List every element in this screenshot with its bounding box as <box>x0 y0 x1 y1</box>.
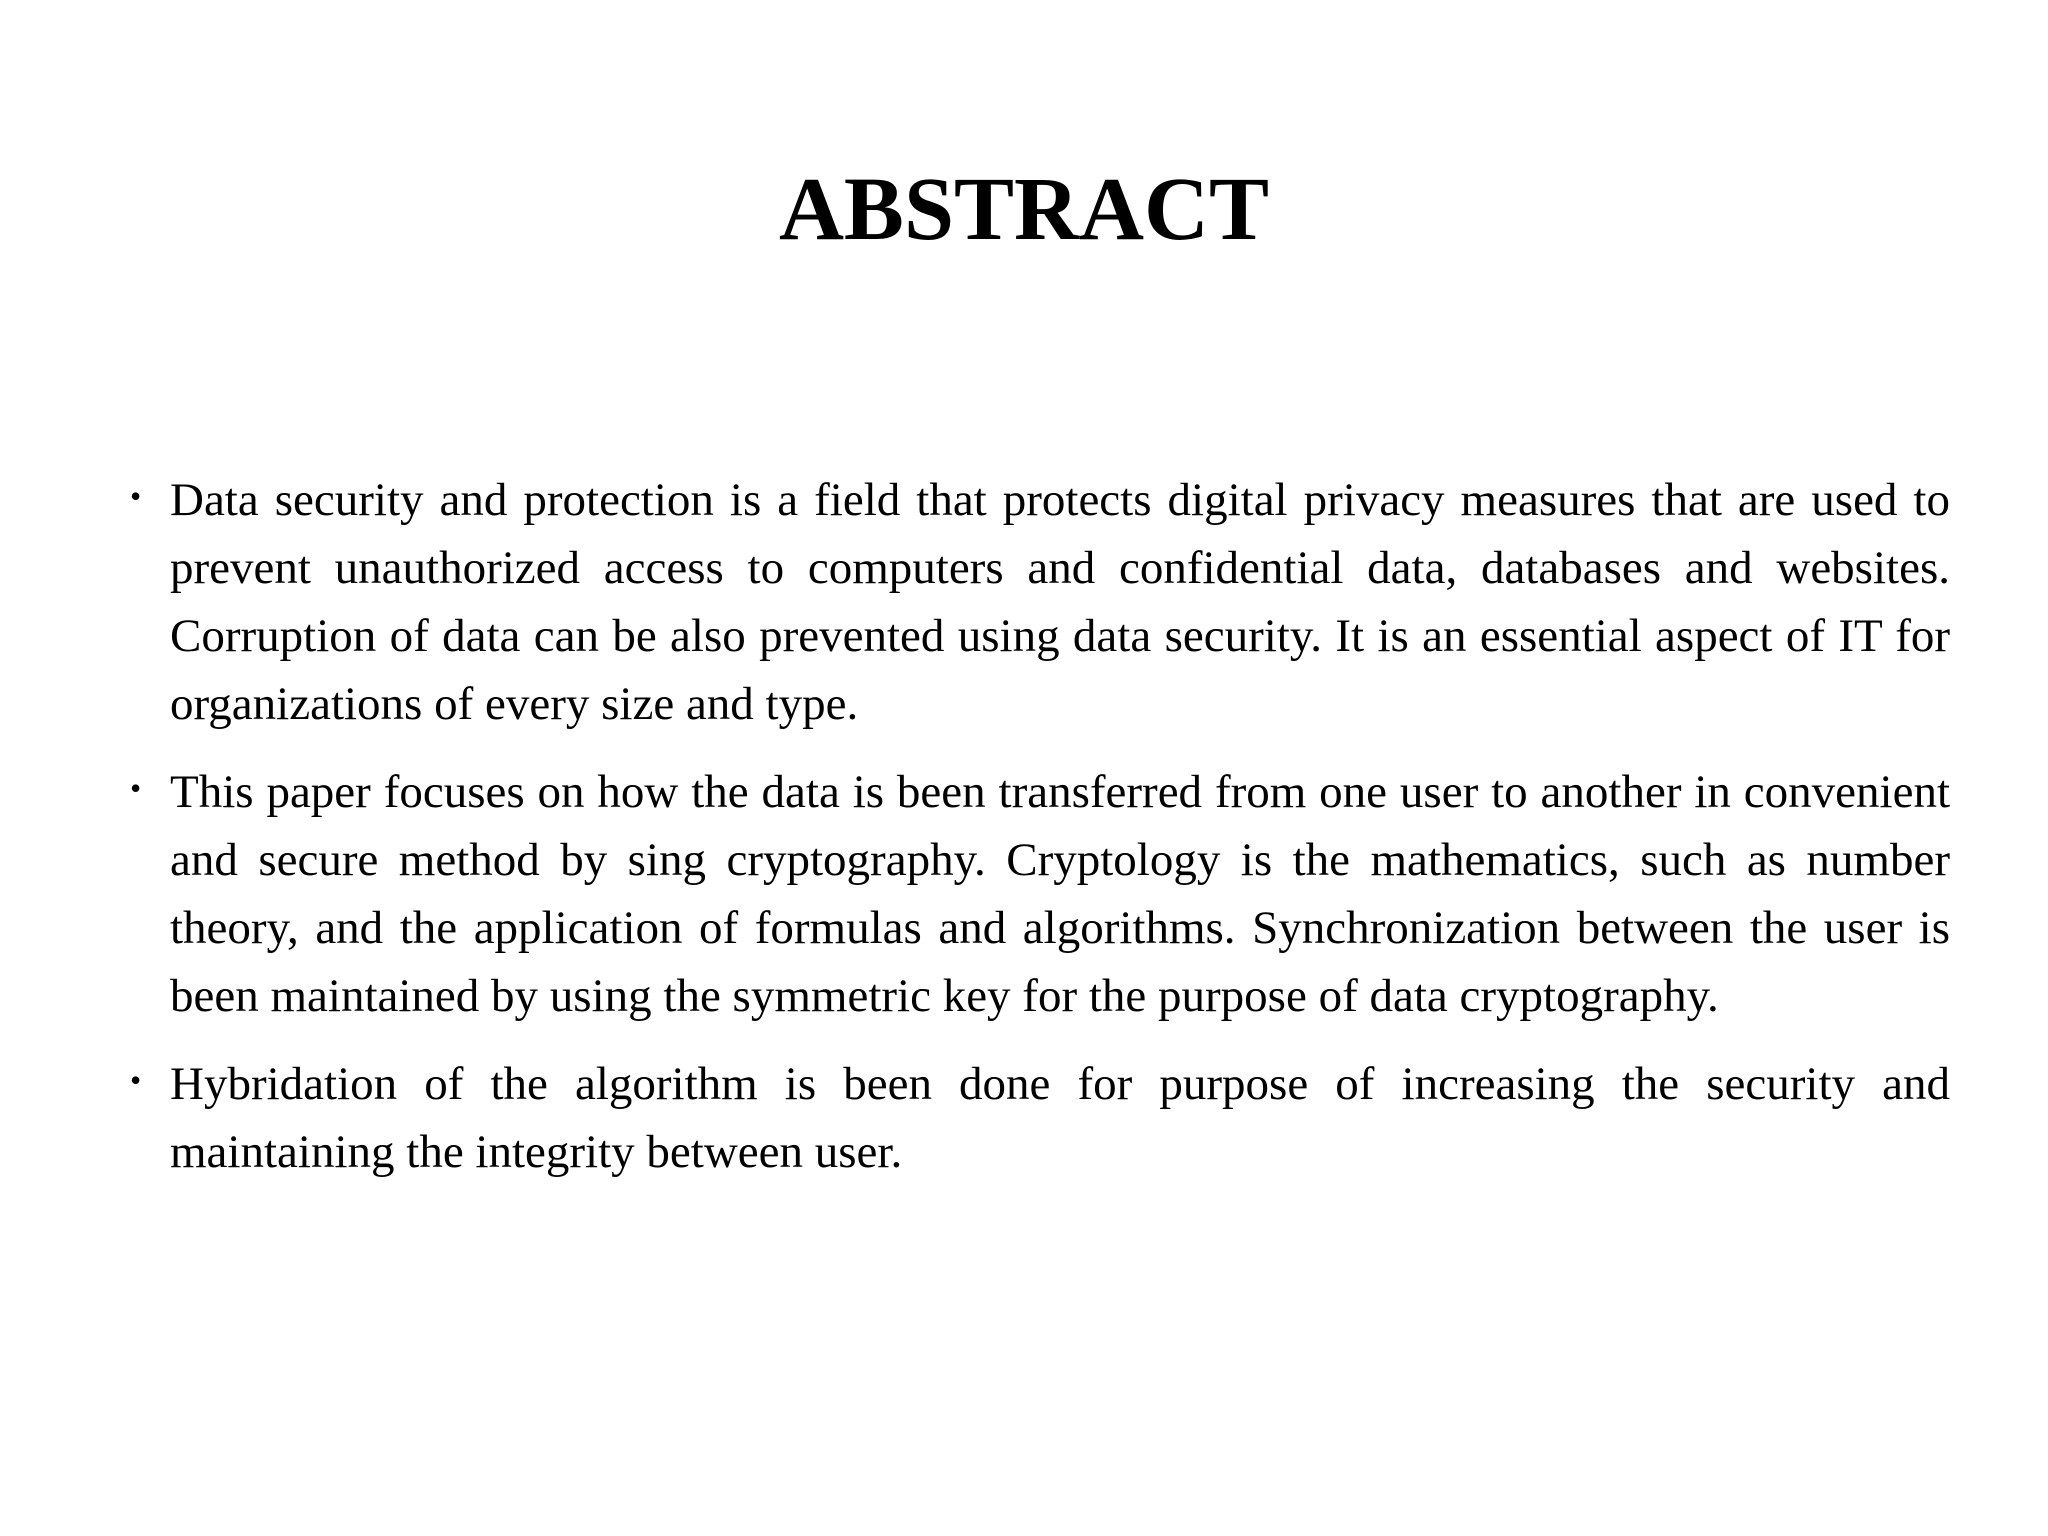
bullet-text: Hybridation of the algorithm is been done for purpose of increasing the security and maintaining the integrity between user. <box>170 1058 1950 1178</box>
bullet-icon: • <box>130 478 142 514</box>
bullet-text: Data security and protection is a field that protects digital privacy measures that are used to prevent unauthorized access to computers and confidential data, databases and websites. Corruption of data can be also prevented using data security. It is an essential aspect of IT for organizations of every size and type. <box>170 474 1950 730</box>
bullet-icon: • <box>130 1062 142 1098</box>
bullet-item <box>120 466 1950 738</box>
bullet-item <box>120 1050 1950 1186</box>
bullet-text: This paper focuses on how the data is been transferred from one user to another in convenient and secure method by sing cryptography. Cryptology is the mathematics, such as number theory, and the application of formulas and algorithms. Synchronization between the user is been maintained by using the symmetric key for the purpose of data cryptography. <box>170 766 1950 1022</box>
bullet-item <box>120 758 1950 1030</box>
bullet-icon: • <box>130 770 142 806</box>
slide-title: ABSTRACT <box>778 160 1270 259</box>
bullet-list <box>120 466 1950 1206</box>
